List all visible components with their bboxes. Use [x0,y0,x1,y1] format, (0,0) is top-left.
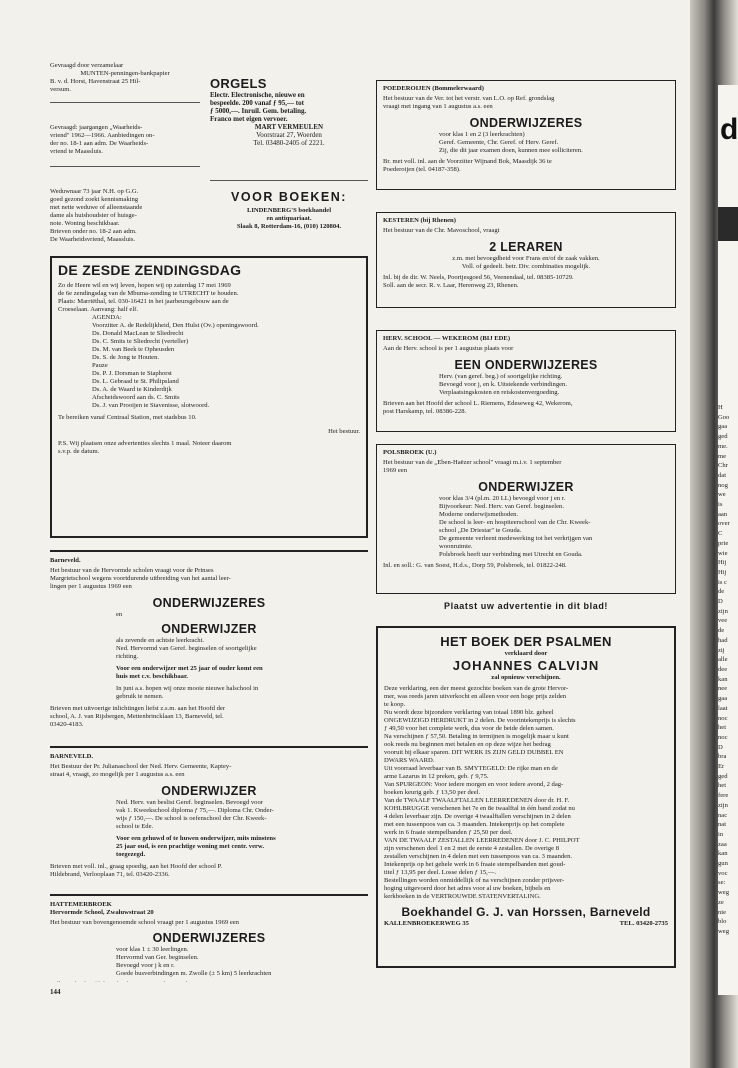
left-column [50,62,368,982]
next-page-line: nie [718,908,727,916]
next-page-line: ze [718,898,724,906]
ad-kesteren: KESTEREN (bij Rhenen) Het bestuur van de Chr. Mavoschool, vraagt 2 LERAREN z.m. met bevoegdheid voor Frans en/of de zaak vakken. Voll. of gedeelt. betr. Div. combinaties mogelijk. Inl. bij de dir. W. Neels, Poortjesgoed 56, Veenendaal, tel. 08385-10729. Soll. aan de secr. R. v. Laar, Herenweg 23, Rhenen. [376,212,676,308]
page-number: 144 [50,988,61,996]
dark-bar [718,207,738,241]
next-page-line: is c [718,578,727,586]
next-page-line: Goo [718,413,730,421]
agenda-item: Ds. A. de Waard te Kinderdijk [92,386,172,393]
next-page-line: aan [718,510,728,518]
next-page-line: over [718,520,730,528]
next-page-line: had [718,636,728,644]
agenda-item: Ds. P. J. Dorsman te Staphorst [92,370,172,377]
ad-orgels: ORGELS Electr. Electronische, nieuwe en bespeelde. 200 vanaf ƒ 95,— tot ƒ 5000,—. Inruil. Gem. betaling. Franco met eigen vervoer. MART VERMEULEN Voorstraat 27, Woerden Tel. 03480-2405 of 2221. [210,76,325,147]
ad-wekerom: HERV. SCHOOL — WEKEROM (BIJ EDE) Aan de Herv. school is per 1 augustus plaats voor EEN ONDERWIJZERES Herv. (van geref. beg.) of soortgelijke richting. Bevoegd voor j, en k. Uitstekende verbindingen. Verplaatsingskosten en reiskostenvergoeding. Brieven aan het Hoofd der school L. Riemens, Edeseweg 42, Wekerom, post Harskamp, tel. 08386-228. [376,330,676,432]
next-page-line: Hij [718,568,727,576]
next-page-line: gaa [718,423,728,431]
next-page-line: se: [718,879,726,887]
next-page-line: me [718,452,727,460]
next-page-line: de [718,588,725,596]
agenda-item: Ds. Donald MacLean te Sliedrecht [92,330,184,337]
next-page-line: nog [718,481,728,489]
agenda-item: Afscheidswoord aan ds. C. Smits [92,394,180,401]
next-page-line: dat [718,471,727,479]
next-page-line: me. [718,442,728,450]
next-page-edge: d H Goo gaa ged me. me Chr dat nog we is aan over C prie wie Hij Hij is c de D zijn vee de had zij alle dee kan nee gaa laat noc het noc D bra Er ged het fere zijn nac nat in zaa kan gun voc se: weg ze nie blo weg [718,85,738,995]
ad-poederoijen: POEDEROIJEN (Bommelerwaard) Het bestuur van de Ver. tot het verstr. van L.O. op Ref. grondslag vraagt met ingang van 1 augustus a.s. een ONDERWIJZERES voor klas 1 en 2 (3 leerkrachten) Geref. Gemeente, Chr. Geref. of Herv. Geref. Zij, die dit jaar examen doen, kunnen mee solliciteren. Br. met voll. inl. aan de Voorzitter Wijnand Bok, Maasdijk 36 te Poederoijen (tel. 04187-358). [376,80,676,190]
next-page-line: in [718,830,724,838]
next-page-line: dee [718,665,728,673]
next-page-line: zaa [718,840,727,848]
next-page-line: zijn [718,801,728,809]
ad-barneveld-1: Barneveld. Het bestuur van de Hervormde scholen vraagt voor de Prinses Margrietschool wegens voortdurende uitbreiding van het aantal leer- lingen per 1 augustus 1969 een ONDERWIJZERES en ONDERWIJZER als zevende en achtste leerkracht. Ned. Hervormd van Geref. beginselen of soortgelijke richting. Voor een onderwijzer met 25 jaar of ouder komt een huis met c.v. beschikbaar. In juni a.s. hopen wij onze mooie nieuwe halschool in gebruik te nemen. Brieven met uitvoerige inlichtingen liefst z.s.m. aan het Hoofd der school, A. J. van Rijsbergen, Mettenbrincklaan 13, Barneveld, tel. 03420-4183. [50,550,368,729]
next-page-line: Hij [718,559,727,567]
next-page-line: ged [718,772,728,780]
next-page-line: gun [718,860,728,868]
next-page-line: noc [718,733,728,741]
next-page-line: is [718,501,723,509]
next-page-line: de [718,627,725,635]
ad-zendingsdag: DE ZESDE ZENDINGSDAG Zo de Heere wil en wij leven, hopen wij op zaterdag 17 mei 1969 de 6e zendingsdag van de Mbuma-zending te UTRECHT te houden. Plaats: Marriëthal, tel. 030-16421 in het jaarbeursgebouw aan de Croeselaan. Aanvang: half elf. AGENDA: Voorzitter A. de Redelijkheid, Den Hulst (Ov.) openingswoord. Ds. Donald MacLean te Sliedrecht Ds. C. Smits te Sliedrecht (verteller) Ds. M. van Beek te Opheusden Ds. S. de Jong te Houten. Pauze Ds. P. J. Dorsman te Staphorst Ds. L. Gebraad te St. Philipsland Ds. A. de Waard te Kinderdijk Afscheidswoord aan ds. C. Smits Ds. J. van Prooijen te Stavenisse, slotwoord. Te bereiken vanaf Centraal Station, met stadsbus 10. Het bestuur. P.S. Wij plaatsen onze advertenties slechts 1 maal. Noteer daarom s.v.p. de datum. [50,256,368,538]
agenda-item: Voorzitter A. de Redelijkheid, Den Hulst (Ov.) openingswoord. [92,322,259,329]
ad-polsbroek: POLSBROEK (U.) Het bestuur van de „Eben-Haëzer school" vraagt m.i.v. 1 september 1969 een ONDERWIJZER voor klas 3/4 (pl.m. 20 LL) bevoegd voor j en r. Bijvoorkeur: Ned. Herv. van Geref. beginselen. Moderne onderwijsmethoden. De school is leer- en hospiteerschool van de Chr. Kweek- school „De Driestar" te Gouda. De gemeente verleent medewerking tot het verkrijgen van woonruimte. Polsbroek heeft uur verbinding met Utrecht en Gouda. Inl. en soll.: G. van Soest, H.d.s., Dorp 59, Polsbroek, tel. 01822-248. [376,444,676,594]
next-page-line: noc [718,714,728,722]
next-page-line: wie [718,549,728,557]
divider [50,102,200,103]
next-page-line: C [718,530,723,538]
agenda: AGENDA: Voorzitter A. de Redelijkheid, Den Hulst (Ov.) openingswoord. Ds. Donald MacLean te Sliedrecht Ds. C. Smits te Sliedrecht (verteller) Ds. M. van Beek te Opheusden Ds. S. de Jong te Houten. Pauze Ds. P. J. Dorsman te Staphorst Ds. L. Gebraad te St. Philipsland Ds. A. de Waard te Kinderdijk Afscheidswoord aan ds. C. Smits Ds. J. van Prooijen te Stavenisse, slotwoord. [58,314,360,410]
next-page-line: ged [718,433,728,441]
next-page-line: D [718,598,723,606]
next-page-line: fere [718,792,729,800]
next-page-line: het [718,782,727,790]
next-page-line: het [718,724,727,732]
next-page-line: D [718,743,723,751]
next-page-line: nat [718,821,727,829]
agenda-item: Ds. L. Gebraad te St. Philipsland [92,378,179,385]
divider [210,180,368,181]
next-page-line: bra [718,753,727,761]
next-page-line: weg [718,927,729,935]
ad-psalmen: HET BOEK DER PSALMEN verklaard door JOHANNES CALVIJN zal opnieuw verschijnen. Deze verklaring, een der meest gezochte boeken van de grote Hervor- mer, was reeds jaren uitverkocht en alleen voor een hoge prijs zelden te koop. Nu wordt deze bijzondere verklaring van totaal 1890 blz. geheel ONGEWIJZIGD HERDRUKT in 2 delen. De voorintekenprijs is slechts ƒ 49,50 voor het complete werk, dus voor de beide delen samen. Na verschijnen ƒ 57,50. Betaling in termijnen is mogelijk maar u kunt ook reeds nu beginnen met betalen en op deze wijze het bedrag vooruit bij elkaar sparen. DIT WERK IS ZIJN GELD DUBBEL EN DWARS WAARD. Uit voorraad leverbaar van B. SMYTEGELD: De rijke man en de arme Lazarus in 12 preken, geb. ƒ 9,75. Van SPURGEON: Voor iedere morgen en voor iedere avond, 2 dag- boeken keurig geb. ƒ 13,50 per deel. Van de TWAALF TWAALFTALLEN LEERREDENEN door dr. H. F. KOHLBRUGGE verschenen het 7e en 8e twaalftal in één band zodat nu 4 delen leverbaar zijn. De overige 4 twaalftallen verschijnen in 2 delen met een tussenpoos van ca. 3 maanden. Intekenprijs op het complete werk in 6 fraaie stempelbanden ƒ 25,50 per deel. VAN DE TWAALF ZESTALLEN LEERREDENEN door J. C. PHILPOT zijn verschenen deel 1 en 2 met de eerste 4 zestallen. De overige 8 zestallen verschijnen in 4 delen met een tussenpoos van ca. 3 maanden. Intekenprijs op het gehele werk in 6 fraaie stempelbanden met goud- titel ƒ 13,95 per deel. Losse delen ƒ 15,—. Bestellingen worden onmiddellijk of na verschijnen zonder prijsver- hoging uitgevoerd door het adres voor al uw boeken, bijbels en kerkboeken in de VERTROUWDE STATENVERTALING. Boekhandel G. J. van Horssen, Barneveld KALLENBROEKERWEG 35 TEL. 03420-2735 [376,626,676,968]
next-page-line: prie [718,539,729,547]
next-page-line: Chr [718,462,728,470]
next-page-line: voc [718,869,728,877]
next-page-line: zijn [718,607,728,615]
psalmen-body: Deze verklaring, een der meest gezochte boeken van de grote Hervor- mer, was reeds jaren uitverkocht en alleen voor een hoge prijs zelden te koop. Nu wordt deze bijzondere verklaring van totaal 1890 blz. geheel ONGEWIJZIGD HERDRUKT in 2 delen. De voorintekenprijs is slechts ƒ 49,50 voor het complete werk, dus voor de beide delen samen. Na verschijnen ƒ 57,50. Betaling in termijnen is mogelijk maar u kunt ook reeds nu beginnen met betalen en op deze wijze het bedrag vooruit bij elkaar sparen. DIT WERK IS ZIJN GELD DUBBEL EN DWARS WAARD. Uit voorraad leverbaar van B. SMYTEGELD: De rijke man en de arme Lazarus in 12 preken, geb. ƒ 9,75. Van SPURGEON: Voor iedere morgen en voor iedere avond, 2 dag- boeken keurig geb. ƒ 13,50 per deel. Van de TWAALF TWAALFTALLEN LEERREDENEN door dr. H. F. KOHLBRUGGE verschenen het 7e en 8e twaalftal in één band zodat nu 4 delen leverbaar zijn. De overige 4 twaalftallen verschijnen in 2 delen met een tussenpoos van ca. 3 maanden. Intekenprijs op het complete werk in 6 fraaie stempelbanden ƒ 25,50 per deel. VAN DE TWAALF ZESTALLEN LEERREDENEN door J. C. PHILPOT zijn verschenen deel 1 en 2 met de eerste 4 zestallen. De overige 8 zestallen verschijnen in 4 delen met een tussenpoos van ca. 3 maanden. Intekenprijs op het gehele werk in 6 fraaie stempelbanden met goud- titel ƒ 13,95 per deel. Losse delen ƒ 15,—. Bestellingen worden onmiddellijk of na verschijnen zonder prijsver- hoging uitgevoerd door het adres voor al uw boeken, bijbels en kerkboeken in de VERTROUWDE STATENVERTALING. [384,685,580,900]
next-page-line: nac [718,811,728,819]
next-page-text [718,403,738,937]
right-column [376,80,676,980]
next-page-line: laat [718,704,728,712]
agenda-item: Ds. M. van Beek te Opheusden [92,346,175,353]
next-page-line: H [718,404,723,411]
next-page-line: kan [718,675,728,683]
next-page-line: we [718,491,726,499]
divider [50,166,200,167]
next-page-line: gaa [718,695,728,703]
next-page-line: vee [718,617,728,625]
next-page-line: zij [718,646,725,654]
ad-waarheidsvriend: Gevraagd: jaargangen „Waarheids- vriend" 1962—1966. Aanbiedingen on- der no. 18-1 aan adm. De Waarheids- vriend te Maassluis. [50,124,155,155]
plaatst-banner: Plaatst uw advertentie in dit blad! [443,601,609,611]
next-page-line: weg [718,889,729,897]
agenda-item: Ds. S. de Jong te Houten. [92,354,160,361]
next-page-line: nee [718,685,728,693]
ad-munten: Gevraagd door verzamelaar MUNTEN-penningen-bankpapier B. v. d. Horst, Havenstraat 25 Hil- versum. [50,62,170,93]
agenda-item: Ds. J. van Prooijen te Stavenisse, slotwoord. [92,402,210,409]
agenda-item: Ds. C. Smits te Sliedrecht (verteller) [92,338,189,345]
psalmen-footer: KALLENBROEKERWEG 35 TEL. 03420-2735 [384,920,668,927]
ad-barneveld-2: BARNEVELD. Het Bestuur der Pr. Julianaschool der Ned. Herv. Gemeente, Kaptey- straat 4, vraagt, zo mogelijk per 1 augustus a.s. een ONDERWIJZER Ned. Herv. van beslist Geref. beginselen. Bevoegd voor vak 1. Kweekschool diploma ƒ 75,—. Diploma Chr. Onder- wijs ƒ 150,—. De school is oefenschool der Chr. Kweek- school te Ede. Voor een gehuwd of te huwen onderwijzer, mits minstens 25 jaar oud, is een prachtige woning met centr. verw. toegezegd. Brieven met voll. inl., graag spoedig, aan het Hoofd der school P. Hildebrand, Verlooplaan 71, tel. 03420-2336. [50,746,368,879]
ad-boeken: VOOR BOEKEN: LINDENBERG'S boekhandel en antiquariaat. Slaak 8, Rotterdam-16, (010) 120804. [231,190,347,230]
next-page-line: blo [718,918,727,926]
next-page-line: alle [718,656,728,664]
agenda-item: Pauze [92,362,108,369]
next-page-line: Er [718,763,725,771]
ad-weduwnaar: Weduwnaar 73 jaar N.H. op G.G. goed gezond zoekt kennismaking met nette weduwe of alleenstaande dame als huishoudster of huisge- note. Woning beschikbaar. Brieven onder no. 18-2 aan adm. De Waarheidsvriend, Maassluis. [50,188,143,243]
ad-hattemerbroek: HATTEMERBROEK Hervormde School, Zwaluwstraat 20 Het bestuur van bovengenoemde school vraagt per 1 augustus 1969 een ONDERWIJZERES voor klas 1 ± 30 leerlingen. Hervormd van Ger. beginselen. Bevoegd voor j k en r. Goede busverbindingen m. Zwolle (± 5 km) 5 leerkrachten [50,894,368,982]
next-page-line: kan [718,850,728,858]
